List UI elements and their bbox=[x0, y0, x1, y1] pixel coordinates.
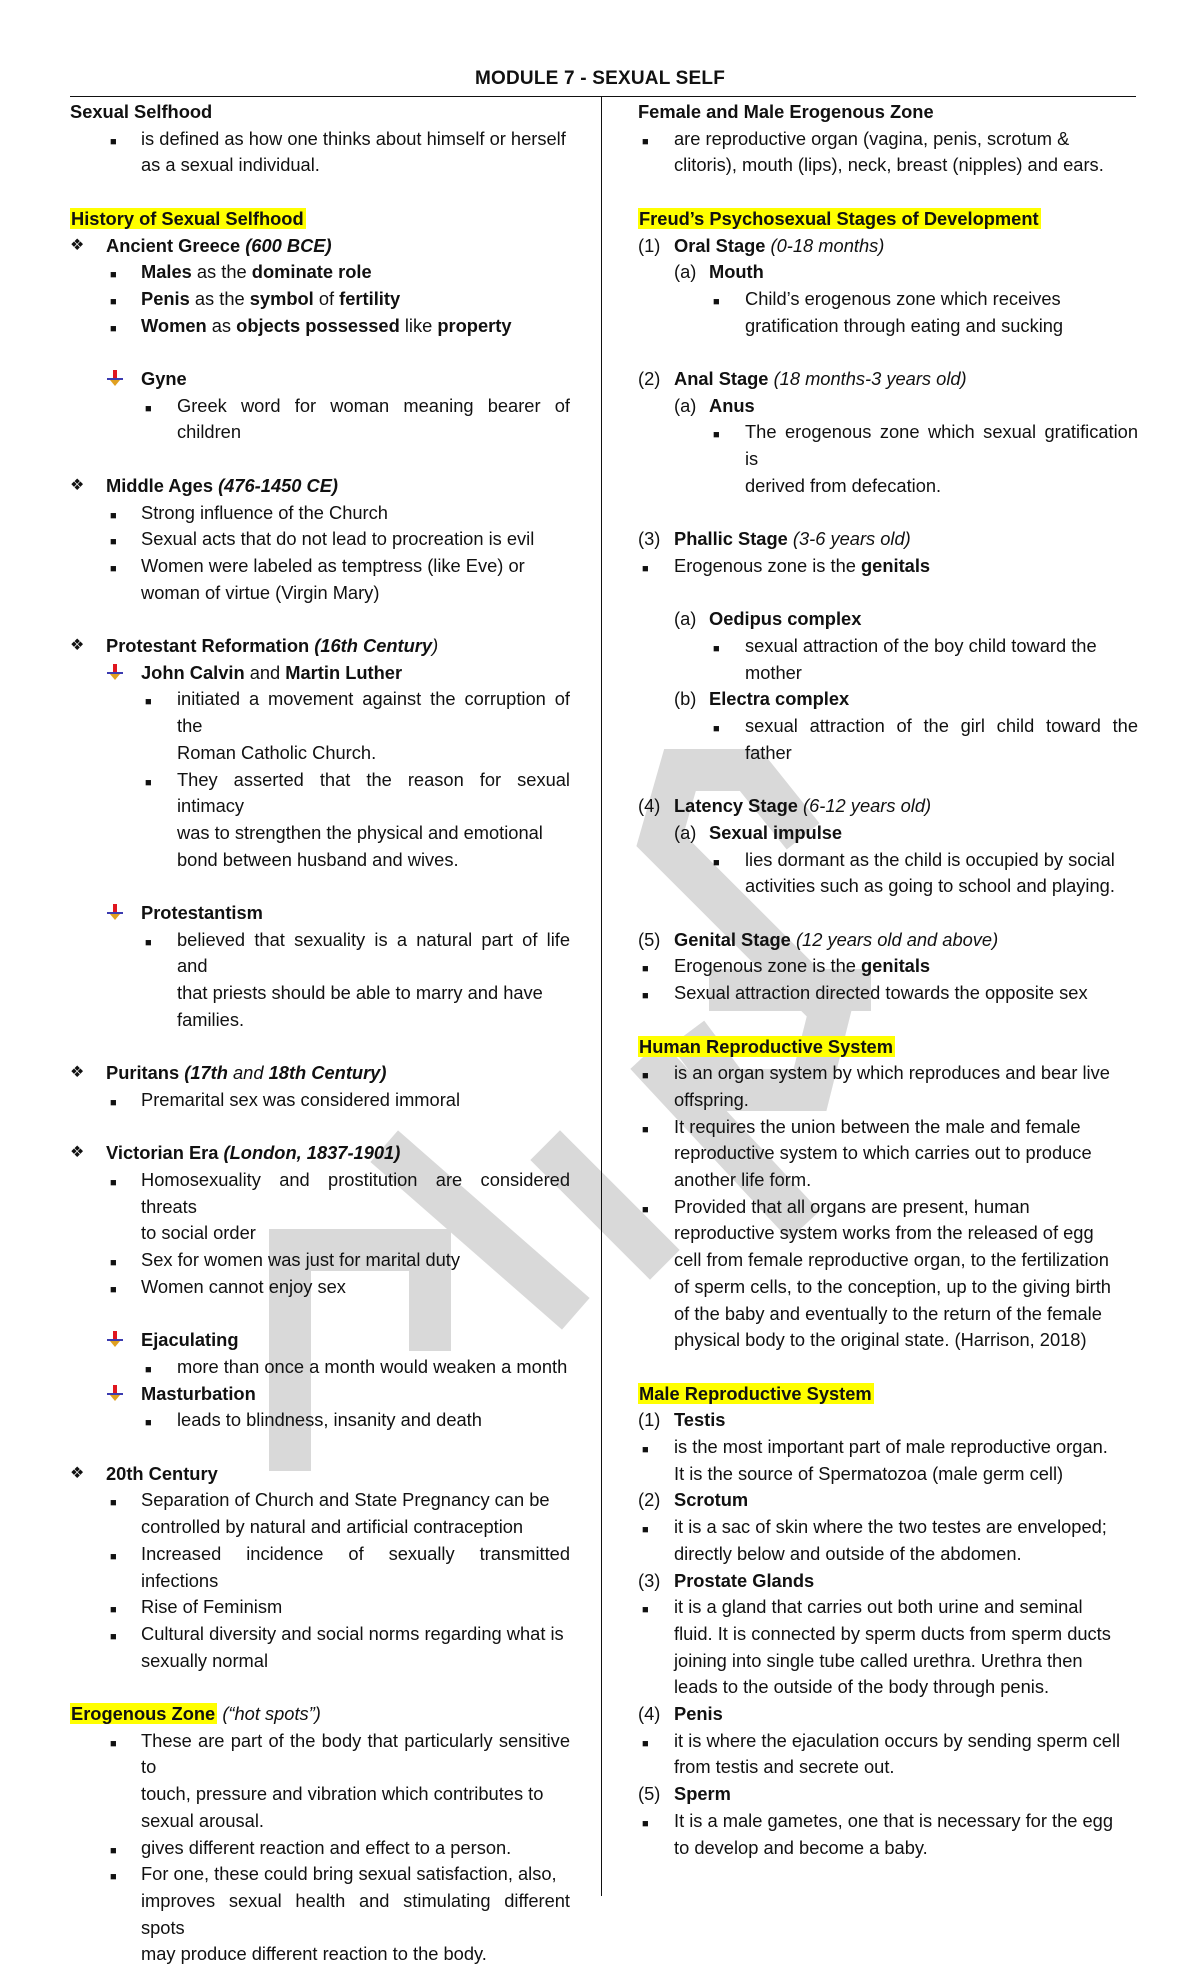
title-rule bbox=[70, 96, 1136, 97]
sub-heading: Protestantism bbox=[141, 902, 263, 924]
organ-name: Scrotum bbox=[674, 1489, 749, 1511]
stage-age: (6-12 years old) bbox=[803, 795, 932, 817]
bullet-text: was to strengthen the physical and emotional bbox=[177, 821, 543, 843]
bullet-square-icon: ■ bbox=[642, 1817, 649, 1830]
bullet-text: It is the source of Spermatozoa (male germ cell) bbox=[674, 1462, 1064, 1484]
era-name: Middle Ages bbox=[106, 474, 213, 496]
bullet-text: of the baby and eventually to the return of the female bbox=[674, 1302, 1102, 1324]
bullet-text: sexual arousal. bbox=[141, 1809, 264, 1831]
era-name: Ancient Greece bbox=[106, 234, 241, 256]
diamond-bullet-icon: ❖ bbox=[70, 476, 85, 494]
bullet-text: Separation of Church and State Pregnancy can be bbox=[141, 1489, 550, 1511]
diamond-bullet-icon: ❖ bbox=[70, 637, 85, 654]
bullet-text: It is a male gametes, one that is necessary for the egg bbox=[674, 1809, 1113, 1831]
list-letter: (a) bbox=[674, 394, 697, 416]
bullet-text: it is a gland that carries out both urine and seminal bbox=[674, 1596, 1083, 1618]
list-number: (4) bbox=[638, 1703, 661, 1725]
bullet-text: property bbox=[437, 314, 512, 336]
page-title: MODULE 7 - SEXUAL SELF bbox=[474, 68, 726, 89]
bullet-square-icon: ■ bbox=[110, 1871, 117, 1884]
bullet-square-icon: ■ bbox=[110, 509, 117, 522]
bullet-text: sexual attraction of the boy child toward the bbox=[745, 635, 1097, 656]
bullet-text: touch, pressure and vibration which contributes to bbox=[141, 1783, 544, 1805]
stage-age: (3-6 years old) bbox=[792, 528, 911, 550]
bullet-text: directly below and outside of the abdomen. bbox=[674, 1542, 1022, 1564]
bullet-text: Homosexuality and prostitution are considered threats bbox=[141, 1169, 570, 1217]
bullet-text: offspring. bbox=[674, 1088, 749, 1110]
bullet-text: is an organ system by which reproduces and bear live bbox=[674, 1062, 1110, 1084]
bullet-text: objects possessed bbox=[236, 314, 400, 336]
list-letter: (a) bbox=[674, 261, 697, 283]
bullet-square-icon: ■ bbox=[110, 322, 117, 335]
bullet-text: symbol bbox=[249, 287, 314, 309]
bullet-square-icon: ■ bbox=[642, 1737, 649, 1750]
sub-heading: Ejaculating bbox=[141, 1329, 239, 1351]
bullet-square-icon: ■ bbox=[110, 295, 117, 308]
sub-heading: Anus bbox=[709, 394, 755, 416]
bullet-square-icon: ■ bbox=[110, 1604, 117, 1617]
bullet-text: sexually normal bbox=[141, 1649, 269, 1671]
bullet-text: Greek word for woman meaning bearer of children bbox=[177, 394, 570, 443]
arrow-bullet-icon bbox=[106, 660, 136, 687]
bullet-text: leads to the outside of the body through penis. bbox=[674, 1676, 1050, 1698]
organ-name: Penis bbox=[674, 1703, 723, 1725]
bullet-square-icon: ■ bbox=[642, 135, 649, 148]
bullet-text: of bbox=[313, 287, 340, 309]
bullet-square-icon: ■ bbox=[110, 562, 117, 575]
bullet-text: Increased incidence of sexually transmitted infections bbox=[141, 1542, 570, 1591]
bullet-square-icon: ■ bbox=[110, 135, 117, 148]
stage-age: (12 years old and above) bbox=[795, 928, 999, 950]
era-date: (London, 1837-1901) bbox=[223, 1142, 401, 1164]
bullet-square-icon: ■ bbox=[642, 1070, 649, 1083]
bullet-square-icon: ■ bbox=[110, 1630, 117, 1643]
bullet-text: woman of virtue (Virgin Mary) bbox=[141, 581, 380, 603]
bullet-square-icon: ■ bbox=[145, 1417, 152, 1430]
highlighted-heading: Erogenous Zone bbox=[71, 1703, 216, 1725]
bullet-square-icon: ■ bbox=[642, 963, 649, 976]
organ-name: Testis bbox=[674, 1409, 726, 1431]
stage-age: (0-18 months) bbox=[770, 234, 885, 256]
bullet-text: clitoris), mouth (lips), neck, breast (nipples) and ears. bbox=[674, 154, 1104, 176]
diamond-bullet-icon: ❖ bbox=[70, 1144, 85, 1162]
bullet-text: as the bbox=[191, 261, 252, 283]
bullet-square-icon: ■ bbox=[642, 990, 649, 1003]
list-number: (1) bbox=[638, 234, 661, 256]
era-date: (600 BCE) bbox=[245, 234, 332, 256]
era-date: (17th bbox=[184, 1062, 228, 1084]
bullet-text: reproductive system works from the released of egg bbox=[674, 1222, 1094, 1244]
bullet-text: They asserted that the reason for sexual intimacy bbox=[177, 768, 570, 817]
bullet-square-icon: ■ bbox=[110, 1550, 117, 1563]
bullet-square-icon: ■ bbox=[110, 1737, 117, 1750]
list-number: (3) bbox=[638, 528, 661, 550]
organ-name: Prostate Glands bbox=[674, 1569, 815, 1591]
arrow-bullet-icon bbox=[106, 1381, 136, 1408]
era-date: 18th Century) bbox=[268, 1062, 387, 1084]
bullet-text: as the bbox=[189, 287, 250, 309]
stage-name: Anal Stage bbox=[674, 368, 769, 389]
bullet-text: gratification through eating and sucking bbox=[745, 314, 1064, 336]
bullet-text: families. bbox=[177, 1008, 245, 1030]
right-column bbox=[638, 99, 1138, 1861]
bullet-square-icon: ■ bbox=[145, 776, 152, 789]
sub-heading: Masturbation bbox=[141, 1382, 256, 1404]
stage-name: Phallic Stage bbox=[674, 528, 788, 550]
bullet-text: is defined as how one thinks about himself or herself bbox=[141, 127, 566, 149]
bullet-square-icon: ■ bbox=[110, 269, 117, 282]
bullet-text: bond between husband and wives. bbox=[177, 848, 459, 870]
bullet-text: Penis bbox=[141, 287, 190, 309]
sub-heading: John Calvin bbox=[141, 661, 245, 683]
bullet-text: initiated a movement against the corruption of the bbox=[177, 688, 570, 737]
bullet-text: It requires the union between the male and female bbox=[674, 1115, 1081, 1137]
bullet-square-icon: ■ bbox=[713, 643, 720, 655]
bullet-text: cell from female reproductive organ, to the fertilization bbox=[674, 1249, 1109, 1271]
bullet-text: more than once a month would weaken a month bbox=[177, 1355, 568, 1377]
bullet-square-icon: ■ bbox=[642, 1604, 649, 1617]
bullet-text: derived from defecation. bbox=[745, 474, 942, 496]
era-name: Puritans bbox=[106, 1062, 180, 1084]
bullet-square-icon: ■ bbox=[642, 1444, 649, 1457]
list-number: (5) bbox=[638, 928, 661, 950]
bullet-text: that priests should be able to marry and have bbox=[177, 982, 543, 1004]
bullet-text: activities such as going to school and playing. bbox=[745, 875, 1115, 897]
list-letter: (a) bbox=[674, 608, 697, 630]
bullet-text: genitals bbox=[861, 554, 931, 576]
arrow-bullet-icon bbox=[106, 366, 136, 393]
bullet-text: lies dormant as the child is occupied by social bbox=[745, 848, 1115, 870]
bullet-text: Strong influence of the Church bbox=[141, 501, 388, 523]
bullet-text: Sex for women was just for marital duty bbox=[141, 1249, 461, 1271]
bullet-text: joining into single tube called urethra. Urethra then bbox=[674, 1649, 1083, 1671]
bullet-text: controlled by natural and artificial contraception bbox=[141, 1516, 524, 1538]
bullet-text: Males bbox=[141, 261, 192, 283]
list-number: (2) bbox=[638, 1489, 661, 1511]
bullet-text: sexual attraction of the girl child toward the father bbox=[745, 715, 1138, 763]
bullet-text: believed that sexuality is a natural part of life and bbox=[177, 928, 570, 977]
bullet-text: as a sexual individual. bbox=[141, 154, 320, 176]
left-column bbox=[70, 99, 570, 1968]
list-letter: (a) bbox=[674, 821, 697, 843]
era-name: Victorian Era bbox=[106, 1142, 219, 1164]
bullet-text: gives different reaction and effect to a person. bbox=[141, 1836, 512, 1858]
bullet-square-icon: ■ bbox=[145, 1363, 152, 1376]
list-number: (4) bbox=[638, 795, 661, 817]
bullet-square-icon: ■ bbox=[713, 429, 720, 442]
bullet-text: dominate role bbox=[251, 261, 372, 283]
bullet-text: is the most important part of male reproductive organ. bbox=[674, 1436, 1108, 1458]
bullet-text: Child’s erogenous zone which receives bbox=[745, 287, 1061, 309]
bullet-text: For one, these could bring sexual satisfaction, also, bbox=[141, 1863, 557, 1885]
bullet-text: reproductive system to which carries out to produce bbox=[674, 1142, 1092, 1164]
highlighted-heading: Freud’s Psychosexual Stages of Development bbox=[639, 207, 1039, 229]
bullet-text: Roman Catholic Church. bbox=[177, 741, 377, 763]
bullet-square-icon: ■ bbox=[713, 723, 720, 736]
diamond-bullet-icon: ❖ bbox=[70, 1464, 85, 1482]
highlighted-heading: History of Sexual Selfhood bbox=[71, 207, 304, 229]
bullet-square-icon: ■ bbox=[713, 856, 720, 869]
bullet-text: improves sexual health and stimulating different spots bbox=[141, 1889, 570, 1938]
bullet-text: Women cannot enjoy sex bbox=[141, 1275, 346, 1297]
sub-heading: Oedipus complex bbox=[709, 608, 862, 630]
bullet-text: Women were labeled as temptress (like Eve) or bbox=[141, 554, 525, 576]
bullet-text: Women bbox=[141, 314, 207, 336]
bullet-text: from testis and secrete out. bbox=[674, 1756, 895, 1778]
heading-subtitle: (“hot spots”) bbox=[222, 1703, 321, 1725]
diamond-bullet-icon: ❖ bbox=[70, 236, 85, 254]
bullet-text: fluid. It is connected by sperm ducts from sperm ducts bbox=[674, 1622, 1111, 1644]
bullet-square-icon: ■ bbox=[145, 402, 152, 415]
era-date: (16th Century bbox=[314, 635, 433, 656]
stage-age: (18 months-3 years old) bbox=[773, 368, 967, 389]
highlighted-heading: Human Reproductive System bbox=[639, 1035, 893, 1057]
bullet-text: genitals bbox=[861, 955, 931, 977]
bullet-text: Erogenous zone is the bbox=[674, 554, 861, 576]
list-number: (5) bbox=[638, 1783, 661, 1805]
era-date: and bbox=[227, 1062, 269, 1084]
bullet-square-icon: ■ bbox=[145, 696, 152, 709]
bullet-square-icon: ■ bbox=[110, 536, 117, 549]
bullet-text: as bbox=[206, 314, 237, 336]
bullet-square-icon: ■ bbox=[110, 1257, 117, 1270]
bullet-square-icon: ■ bbox=[110, 1844, 117, 1857]
bullet-text: mother bbox=[745, 661, 802, 683]
organ-name: Sperm bbox=[674, 1783, 731, 1805]
stage-name: Oral Stage bbox=[674, 234, 766, 256]
bullet-text: These are part of the body that particularly sensitive to bbox=[141, 1729, 570, 1778]
list-number: (2) bbox=[638, 368, 661, 389]
section-heading: Sexual Selfhood bbox=[70, 101, 213, 122]
list-letter: (b) bbox=[674, 688, 697, 710]
era-name: 20th Century bbox=[106, 1462, 218, 1484]
bullet-text: The erogenous zone which sexual gratification is bbox=[745, 421, 1138, 470]
bullet-text: Rise of Feminism bbox=[141, 1596, 283, 1618]
bullet-square-icon: ■ bbox=[642, 1524, 649, 1537]
bullet-square-icon: ■ bbox=[713, 295, 720, 308]
bullet-text: leads to blindness, insanity and death bbox=[177, 1409, 482, 1431]
bullet-text: Sexual attraction directed towards the opposite sex bbox=[674, 982, 1088, 1004]
era-date: ) bbox=[432, 635, 439, 656]
bullet-square-icon: ■ bbox=[642, 1203, 649, 1216]
bullet-square-icon: ■ bbox=[642, 1123, 649, 1136]
bullet-text: it is where the ejaculation occurs by sending sperm cell bbox=[674, 1729, 1121, 1751]
sub-heading: Electra complex bbox=[709, 688, 850, 710]
era-date: (476-1450 CE) bbox=[218, 474, 339, 496]
bullet-square-icon: ■ bbox=[110, 1177, 117, 1190]
sub-heading: Martin Luther bbox=[285, 661, 403, 683]
highlighted-heading: Male Reproductive System bbox=[639, 1382, 872, 1404]
bullet-text: of sperm cells, to the conception, up to the giving birth bbox=[674, 1275, 1111, 1297]
bullet-text: physical body to the original state. (Harrison, 2018) bbox=[674, 1329, 1087, 1351]
column-divider bbox=[601, 96, 602, 1896]
list-number: (1) bbox=[638, 1409, 661, 1431]
bullet-text: to develop and become a baby. bbox=[674, 1836, 928, 1858]
diamond-bullet-icon: ❖ bbox=[70, 1064, 85, 1082]
sub-heading: Mouth bbox=[709, 261, 764, 283]
era-name: Protestant Reformation bbox=[106, 635, 310, 656]
bullet-text: are reproductive organ (vagina, penis, scrotum & bbox=[674, 127, 1070, 149]
bullet-square-icon: ■ bbox=[642, 562, 649, 575]
bullet-text: Erogenous zone is the bbox=[674, 955, 861, 977]
list-number: (3) bbox=[638, 1569, 661, 1591]
arrow-bullet-icon bbox=[106, 1327, 136, 1354]
bullet-text: Provided that all organs are present, human bbox=[674, 1195, 1030, 1217]
sub-heading: Gyne bbox=[141, 368, 187, 389]
bullet-text: Cultural diversity and social norms regarding what is bbox=[141, 1622, 564, 1644]
stage-name: Genital Stage bbox=[674, 928, 791, 950]
bullet-text: Sexual acts that do not lead to procreation is evil bbox=[141, 528, 535, 550]
bullet-text: fertility bbox=[339, 287, 401, 309]
bullet-text: may produce different reaction to the body. bbox=[141, 1943, 487, 1965]
bullet-text: to social order bbox=[141, 1222, 256, 1244]
sub-heading: Sexual impulse bbox=[709, 821, 843, 843]
bullet-square-icon: ■ bbox=[110, 1497, 117, 1510]
bullet-square-icon: ■ bbox=[110, 1283, 117, 1296]
bullet-text: like bbox=[399, 314, 438, 336]
sub-heading: and bbox=[244, 661, 286, 683]
stage-name: Latency Stage bbox=[674, 795, 798, 817]
section-heading: Female and Male Erogenous Zone bbox=[638, 101, 934, 122]
bullet-text: another life form. bbox=[674, 1169, 812, 1191]
arrow-bullet-icon bbox=[106, 900, 136, 927]
bullet-square-icon: ■ bbox=[145, 936, 152, 949]
bullet-text: it is a sac of skin where the two testes are enveloped; bbox=[674, 1516, 1107, 1538]
bullet-text: Premarital sex was considered immoral bbox=[141, 1088, 461, 1110]
bullet-square-icon: ■ bbox=[110, 1096, 117, 1109]
